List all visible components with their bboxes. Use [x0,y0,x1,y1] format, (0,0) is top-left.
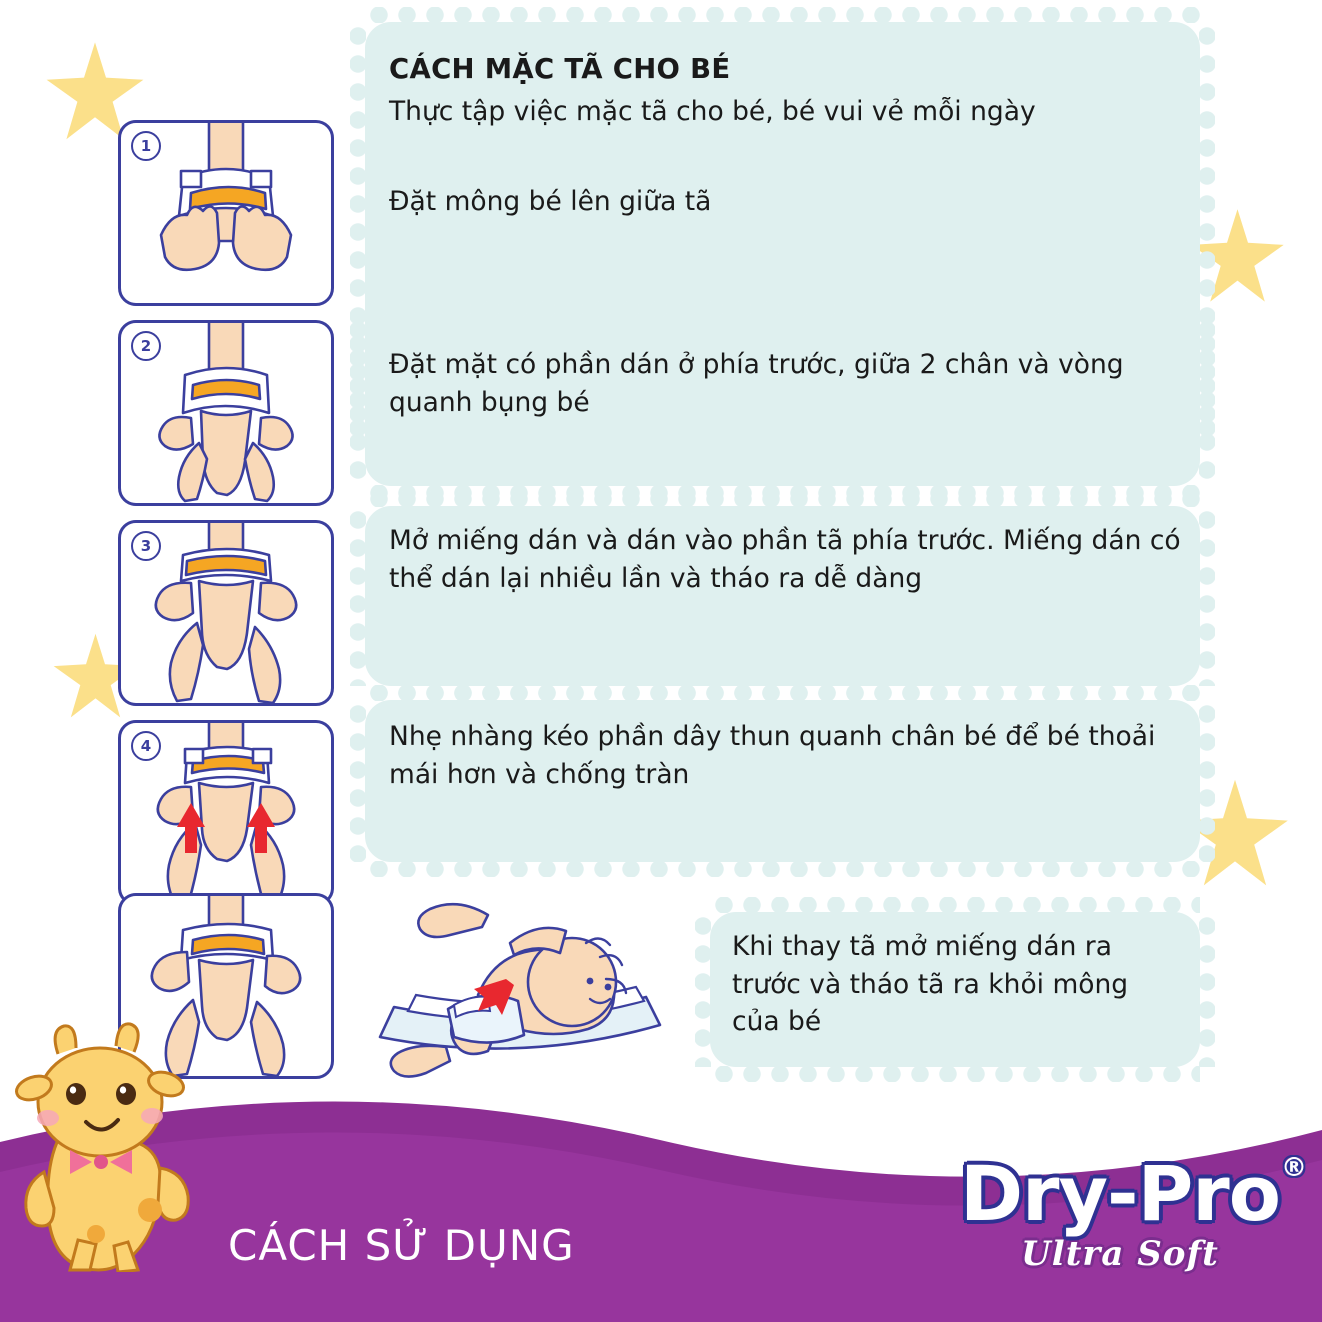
step-illustration-column [118,120,348,918]
banner-title: CÁCH SỬ DỤNG [228,1221,575,1270]
step-number-4: 4 [131,731,161,761]
step-number-1: 1 [131,131,161,161]
step-text-4: Nhẹ nhàng kéo phần dây thun quanh chân bé để bé thoải mái hơn và chống tràn [389,721,1156,790]
brand-name-text: Dry-Pro [959,1149,1280,1238]
giraffe-mascot [0,1022,215,1272]
step-text-1: Đặt mông bé lên giữa tã [389,185,712,217]
footer-banner [0,1022,1322,1322]
step-number-2: 2 [131,331,161,361]
step-text-2: Đặt mặt có phần dán ở phía trước, giữa 2 chân và vòng quanh bụng bé [389,349,1124,418]
step-number-3: 3 [131,531,161,561]
page-title: CÁCH MẶC TÃ CHO BÉ [389,53,731,85]
step-panel-2 [118,320,334,506]
brand-name [959,1149,1306,1238]
registered-trademark-icon: ® [1281,1153,1306,1183]
brand-logo [959,1149,1306,1274]
step-panel-4 [118,720,334,906]
page-subtitle: Thực tập việc mặc tã cho bé, bé vui vẻ mỗi ngày [389,96,1036,128]
text-cloud-step-4 [365,700,1200,862]
step-panel-3 [118,520,334,706]
step-text-5: Khi thay tã mở miếng dán ra trước và tháo tã ra khỏi mông của bé [732,931,1129,1038]
text-cloud-step-3 [365,506,1200,686]
step-text-3: Mở miếng dán và dán vào phần tã phía trước. Miếng dán có thể dán lại nhiều lần và tháo ra dễ dàng [389,525,1181,594]
brand-tagline: Ultra Soft [1021,1234,1219,1274]
step-panel-1 [118,120,334,306]
text-cloud-step-2 [365,316,1200,486]
